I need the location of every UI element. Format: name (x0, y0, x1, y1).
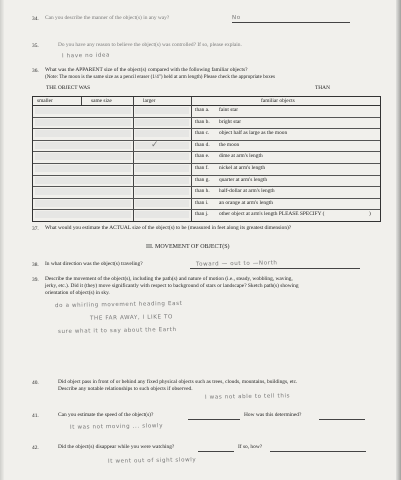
smaller-samesize-cell[interactable] (35, 165, 131, 172)
row-familiar-object: half-dollar at arm's length (219, 188, 275, 195)
row-familiar-object: bright star (219, 118, 242, 125)
smaller-samesize-cell[interactable] (35, 177, 131, 184)
row-familiar-object: object half as large as the moon (219, 130, 288, 137)
row-prefix: than e. (195, 153, 210, 160)
smaller-samesize-cell[interactable] (35, 200, 131, 207)
q38-text: In what direction was the object(s) traveling? (45, 261, 143, 267)
row-prefix: than c. (195, 130, 210, 137)
col-larger: larger (143, 97, 156, 104)
q41-answer: It was not moving ... slowly (69, 423, 164, 431)
row-familiar-object: faint star (219, 107, 239, 113)
q34-answer: No (231, 14, 241, 22)
q42-disappear-line (198, 451, 234, 452)
q34-answer-line (232, 22, 350, 23)
q36-number: 36. (32, 68, 39, 74)
size-comparison-table (32, 96, 381, 222)
q41-text-1: Can you estimate the speed of the object(s)? (58, 412, 154, 418)
q42-text-1: Did the object(s) disappear while you were watching? (58, 444, 175, 450)
table-right-header: THAN (315, 85, 330, 91)
q42-text-2: If so, how? (238, 444, 263, 450)
q35-text: Do you have any reason to believe the object(s) was controlled? If so, please explain. (58, 42, 242, 48)
q40-answer: I was not able to tell this (204, 393, 291, 401)
row-prefix: than f. (195, 165, 209, 171)
row-prefix: than i. (195, 199, 209, 206)
check-mark-icon: ✓ (150, 139, 160, 150)
larger-cell[interactable] (135, 119, 189, 126)
q38-answer-line (190, 268, 360, 269)
q42-number: 42. (32, 445, 39, 451)
q40-line1: Did object pass in front of or behind any fixed physical objects such as trees, clouds, mountains, buildings, etc. (58, 379, 298, 385)
row-prefix: than b. (195, 118, 210, 125)
row-prefix: than j. (195, 211, 209, 218)
larger-cell[interactable] (135, 177, 189, 184)
q40-number: 40. (32, 380, 39, 386)
q35-answer: I have no idea (61, 52, 111, 60)
row-prefix: than h. (195, 188, 210, 195)
q38-number: 38. (32, 262, 39, 268)
col-smaller: smaller (37, 97, 53, 104)
table-left-header: THE OBJECT WAS (46, 85, 91, 91)
page-right-edge (396, 0, 401, 480)
smaller-samesize-cell[interactable] (35, 188, 131, 195)
larger-cell[interactable] (135, 188, 189, 195)
q39-answer-2: THE FAR AWAY, I LIKE TO (89, 314, 174, 322)
smaller-samesize-cell[interactable] (35, 107, 131, 114)
smaller-samesize-cell[interactable] (35, 130, 131, 137)
col-familiar-objects: familiar objects (261, 97, 295, 104)
row-familiar-object: dime at arm's length (219, 153, 263, 160)
col-same-size: same size (91, 97, 112, 104)
q39-answer-1: do a whirling movement heading East (54, 300, 183, 310)
q42-answer: It went out of sight slowly (107, 457, 197, 465)
larger-cell[interactable] (135, 107, 189, 114)
q41-number: 41. (32, 413, 39, 419)
row-prefix: than a. (195, 107, 210, 113)
q38-answer: Toward — out to —North (195, 260, 278, 268)
page-left-edge (0, 0, 4, 480)
row-familiar-object: nickel at arm's length (219, 165, 266, 171)
row-prefix: than g. (195, 176, 210, 183)
q36-line2: (Note: The moon is the same size as a pencil eraser (1/4") held at arm length) Please check the appropriate boxes (45, 74, 275, 80)
q40-line2: Describe any notable relationships to such objects if observed. (58, 386, 193, 392)
q39-line3: orientation of object(s) in sky. (45, 290, 110, 296)
q41-speed-line (188, 419, 240, 420)
row-familiar-object: other object at arm's length PLEASE SPECIFY ( (219, 211, 325, 218)
larger-cell[interactable] (135, 130, 189, 137)
larger-cell[interactable] (135, 139, 189, 150)
smaller-samesize-cell[interactable] (35, 211, 131, 218)
q34-text: Can you describe the manner of the object(s) in any way? (45, 15, 170, 21)
larger-cell[interactable] (135, 211, 189, 218)
smaller-samesize-cell[interactable] (35, 142, 131, 149)
table-row (33, 209, 380, 221)
smaller-samesize-cell[interactable] (35, 153, 131, 160)
q39-number: 39. (32, 277, 39, 283)
q41-method-line (319, 419, 365, 420)
q36-line1: What was the APPARENT size of the object(s) compared with the following familiar objects? (45, 67, 248, 73)
q42-how-line (270, 451, 366, 452)
q39-line1: Describe the movement of the object(s), including the path(s) and nature of motion (i.e., steady, wobbling, waving, (45, 276, 293, 282)
q34-number: 34. (32, 16, 39, 22)
larger-cell[interactable] (135, 153, 189, 160)
q41-text-2: How was this determined? (244, 412, 302, 418)
q37-number: 37. (32, 226, 39, 232)
q35-number: 35. (32, 43, 39, 49)
row-familiar-object: quarter at arm's length (219, 176, 268, 183)
specify-close-paren: ) (369, 211, 371, 218)
q39-answer-3: sure what it to say about the Earth (57, 326, 177, 336)
row-prefix: than d. (195, 141, 210, 148)
section-heading: III. MOVEMENT OF OBJECT(S) (146, 244, 230, 250)
smaller-samesize-cell[interactable] (35, 119, 131, 126)
q39-line2: jerky, etc.). Did it (they) move significantly with respect to background of stars or landscape? Sketch path(s) showing (45, 283, 299, 289)
larger-cell[interactable] (135, 165, 189, 172)
q37-text: What would you estimate the ACTUAL size of the object(s) to be (measured in feet along its greatest dimension)? (45, 225, 292, 231)
row-familiar-object: the moon (219, 141, 240, 148)
row-familiar-object: an orange at arm's length (219, 199, 273, 206)
larger-cell[interactable] (135, 200, 189, 207)
